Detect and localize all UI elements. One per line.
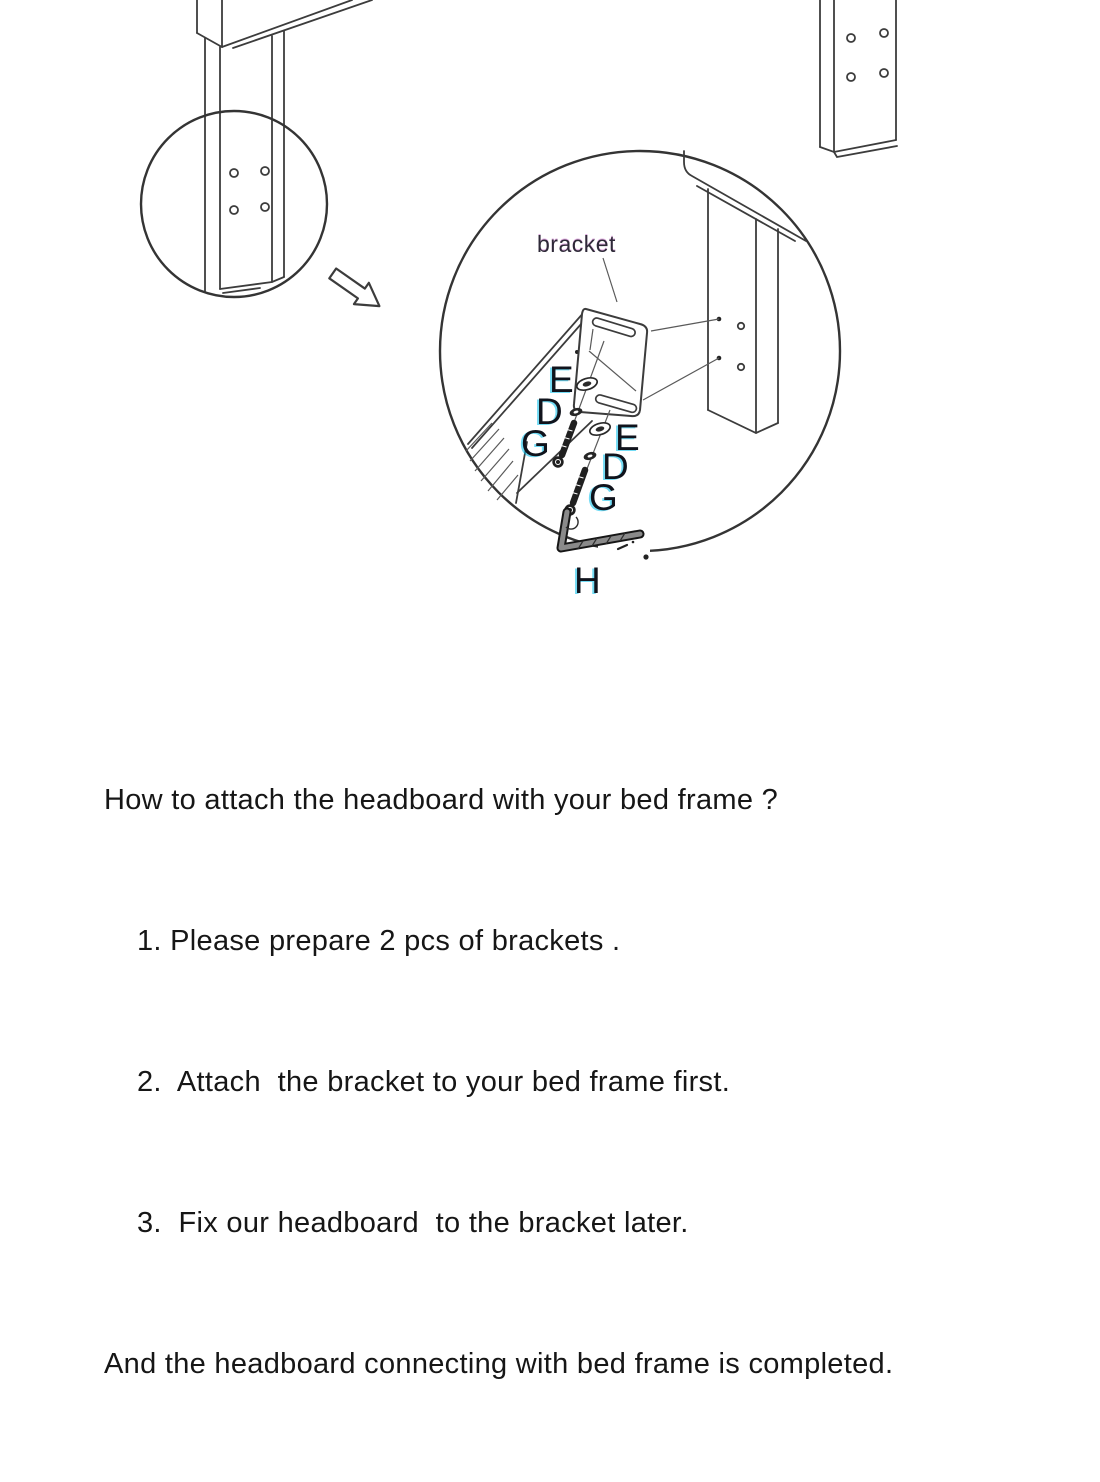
label-bolt-g-2: G [589, 477, 618, 518]
label-allen-key-h: H [574, 560, 601, 601]
leg-hole [880, 29, 888, 37]
label-flat-washer-e-1: E [549, 359, 574, 400]
headboard-leg-right [820, 0, 897, 157]
instruction-step-3: 3. Fix our headboard to the bracket later. [137, 1207, 689, 1239]
post-hole [738, 323, 744, 329]
instructions-heading: How to attach the headboard with your bed frame ? [104, 784, 779, 816]
flat-washer-e-icon [588, 421, 611, 438]
zoom-arrow-icon [325, 263, 387, 317]
bracket-callout [537, 231, 617, 302]
instructions [104, 683, 1084, 1482]
headboard-leg-left [205, 31, 284, 293]
bed-frame-post [684, 151, 806, 433]
detail-circle-small [141, 111, 327, 297]
leg-hole [230, 206, 238, 214]
leg-hole [230, 169, 238, 177]
leg-hole [880, 69, 888, 77]
leg-hole [261, 167, 269, 175]
leg-hole [261, 203, 269, 211]
label-bolt-g-1: G [521, 423, 550, 464]
label-spring-washer-d-2: D [602, 446, 629, 487]
bracket-part [574, 309, 647, 416]
spring-washer-d-icon [583, 450, 598, 461]
post-hole [738, 364, 744, 370]
instructions-footer: And the headboard connecting with bed frame is completed. [104, 1348, 894, 1380]
bracket-callout-label: bracket [537, 231, 616, 257]
instruction-step-1: 1. Please prepare 2 pcs of brackets . [137, 925, 621, 957]
leg-hole [847, 73, 855, 81]
leg-hole [847, 34, 855, 42]
instruction-step-2: 2. Attach the bracket to your bed frame first. [137, 1066, 731, 1098]
label-spring-washer-d-1: D [536, 391, 563, 432]
label-flat-washer-e-2: E [615, 417, 640, 458]
